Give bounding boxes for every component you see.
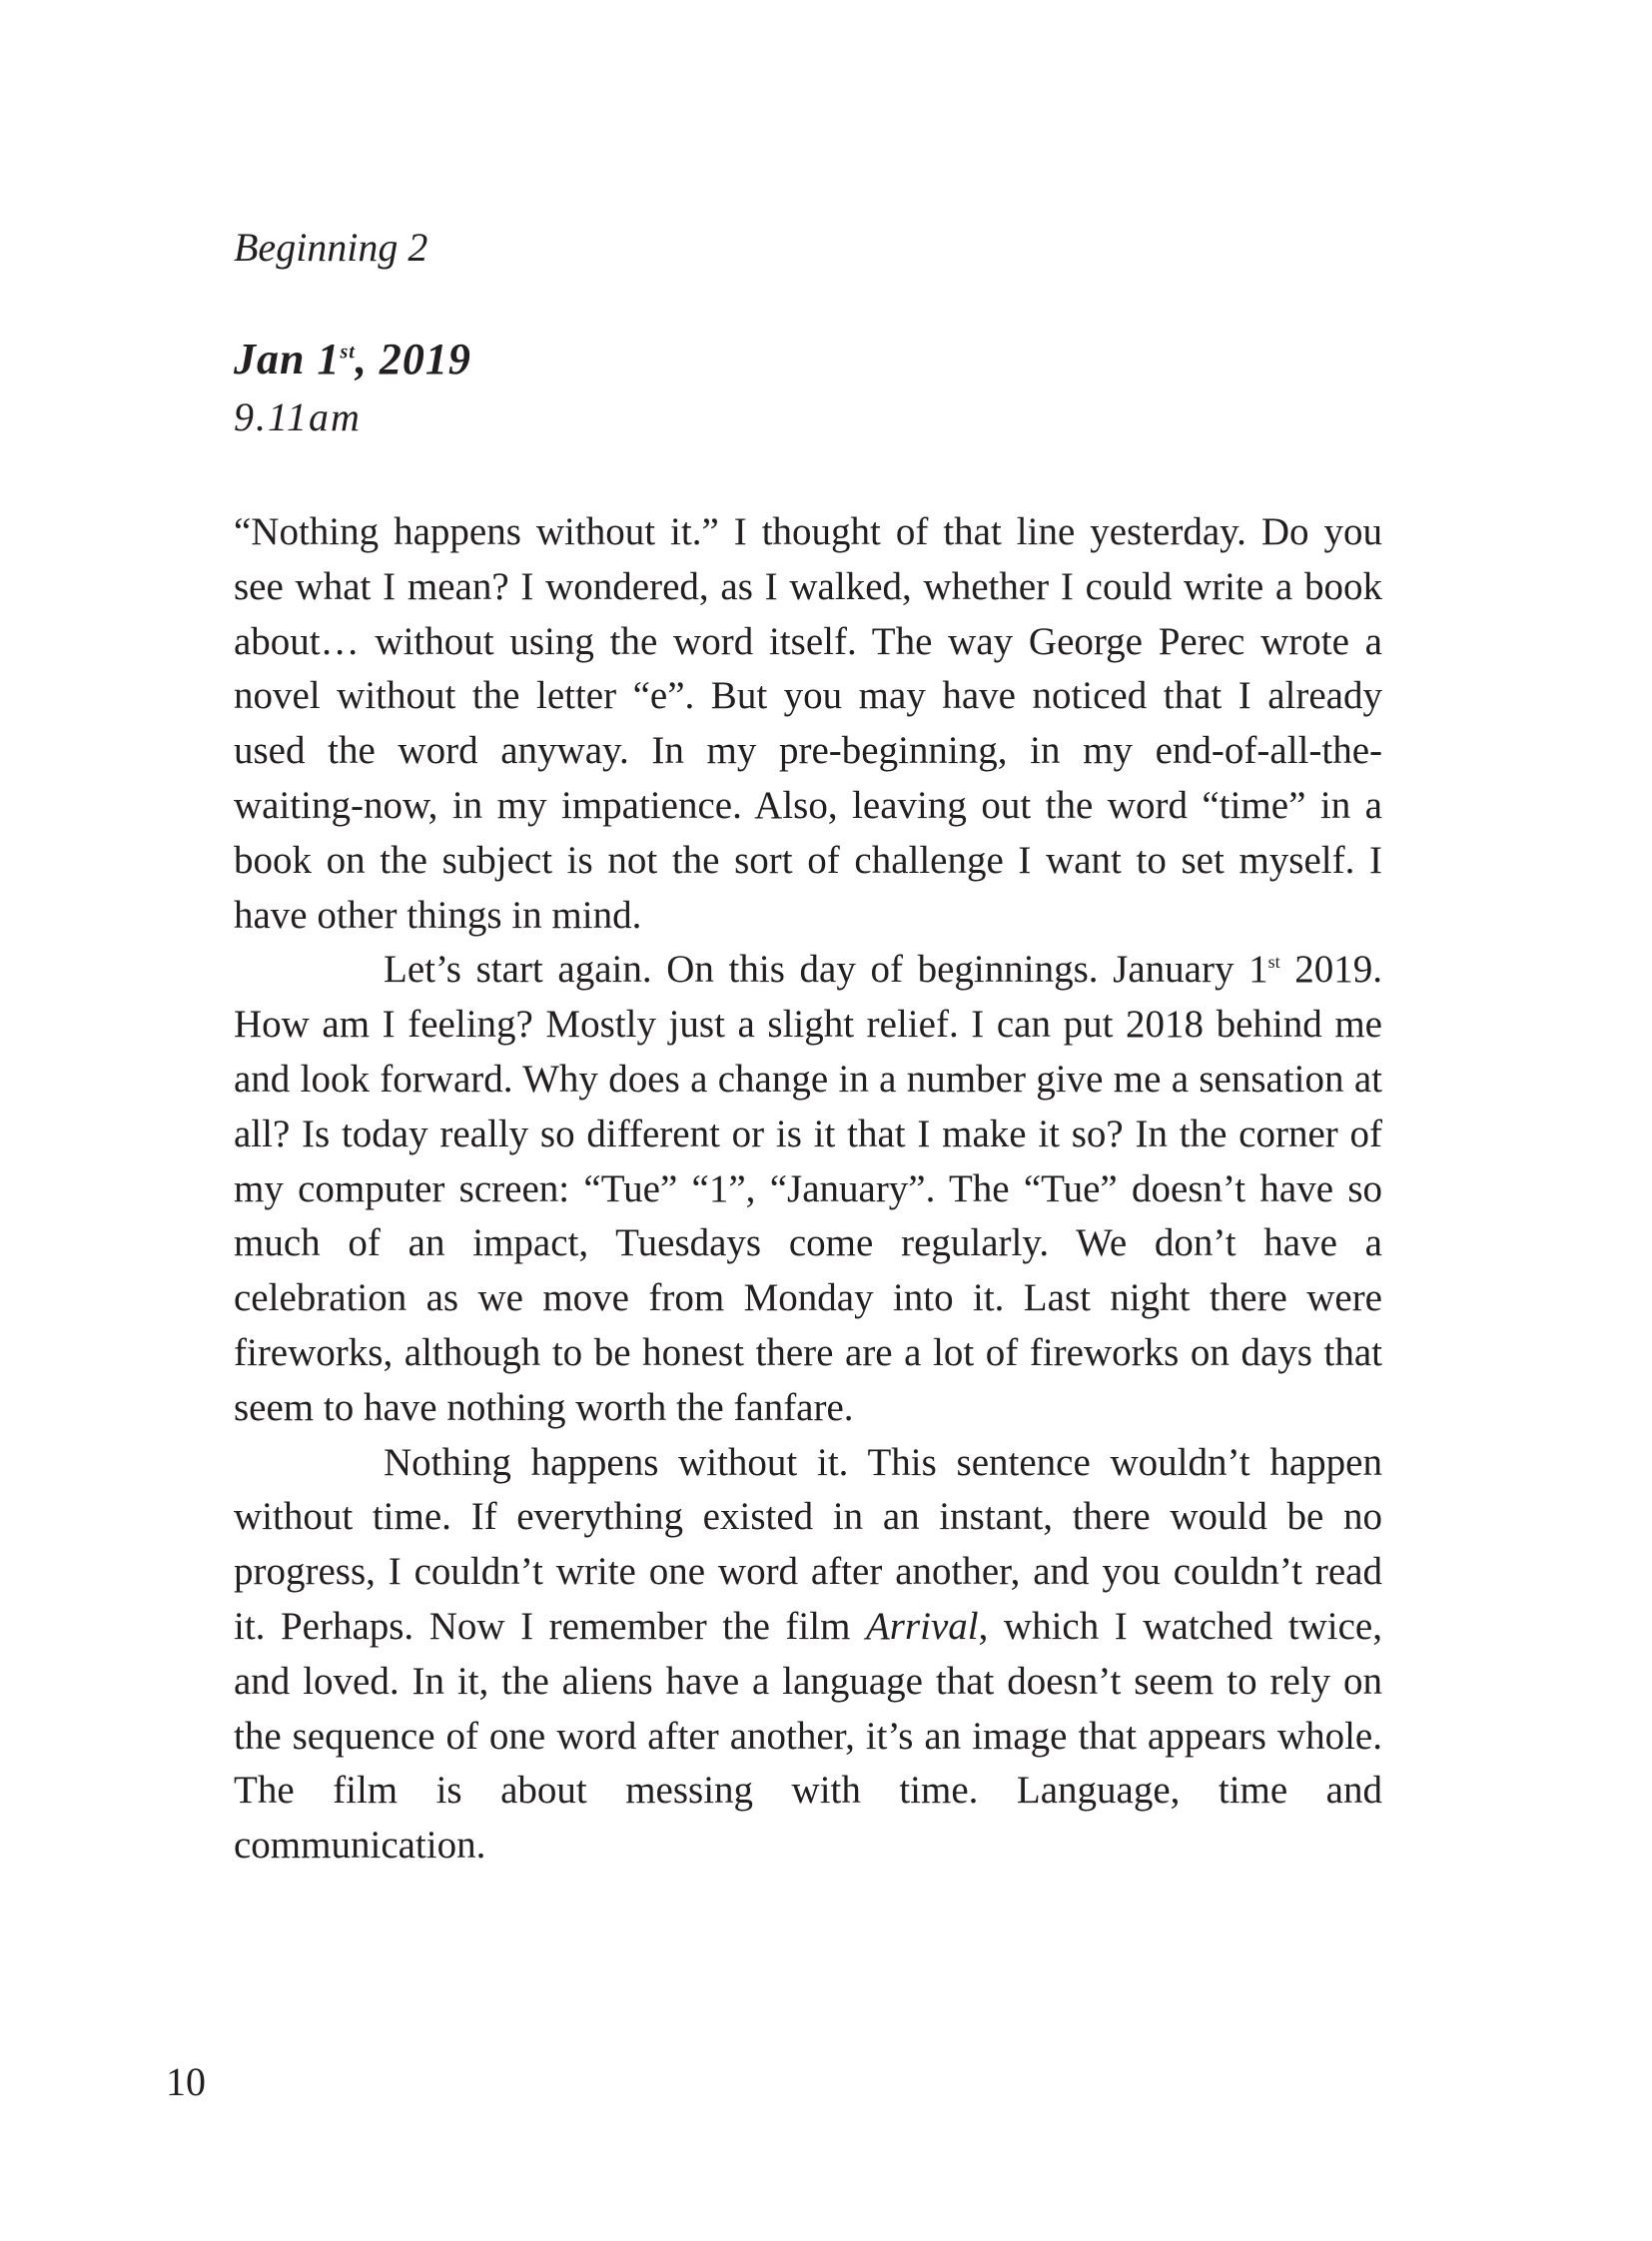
paragraph-3 xyxy=(234,1436,1382,1873)
entry-time: 9.11am xyxy=(234,394,362,439)
page-number: 10 xyxy=(166,2059,206,2104)
entry-date-year: , 2019 xyxy=(355,335,471,383)
film-title: Arrival xyxy=(865,1604,979,1648)
paragraph-3-start: Nothing happens without it. This sentence wouldn’t happen without time. If everything existed in an instant, there would be no progress, I couldn’t write one word after another, and you couldn’t read it. Perhaps. Now I remember the film xyxy=(234,1440,1382,1648)
entry-date-main: Jan 1 xyxy=(234,335,341,383)
section-label: Beginning 2 xyxy=(234,225,428,270)
paragraph-3-rest: , which I watched twice, and loved. In it, the aliens have a language that doesn’t seem to rely on the sequence of one word after another, it’s an image that appears whole. The film is about messing with time. Language, time and communication. xyxy=(234,1604,1382,1868)
paragraph-1: “Nothing happens without it.” I thought of that line yesterday. Do you see what I mean? I wondered, as I walked, whether I could write a book about… without using the word itself. The way George Perec wrote a novel without the letter “e”. But you may have noticed that I already used the word anyway. In my pre-beginning, in my end-of-all-the-waiting-now, in my impatience. Also, leaving out the word “time” in a book on the subject is not the sort of challenge I want to set myself. I have other things in mind. xyxy=(234,510,1382,937)
paragraph-2-rest: 2019. How am I feeling? Mostly just a slight relief. I can put 2018 behind me and look forward. Why does a change in a number give me a sensation at all? Is today really so different or is it that I make it so? In the corner of my computer screen: “Tue” “1”, “January”. The “Tue” doesn’t have so much of an impact, Tuesdays come regularly. We don’t have a celebration as we move from Monday into it. Last night there were fireworks, although to be honest there are a lot of fireworks on days that seem to have nothing worth the fanfare. xyxy=(234,948,1382,1429)
entry-date xyxy=(234,335,471,383)
paragraph-2 xyxy=(234,943,1382,1435)
body-text xyxy=(234,505,1382,1873)
entry-date-ordinal: st xyxy=(340,341,356,364)
paragraph-2-ordinal: st xyxy=(1267,952,1280,973)
paragraph-2-start: Let’s start again. On this day of beginnings. January 1 xyxy=(384,948,1268,992)
